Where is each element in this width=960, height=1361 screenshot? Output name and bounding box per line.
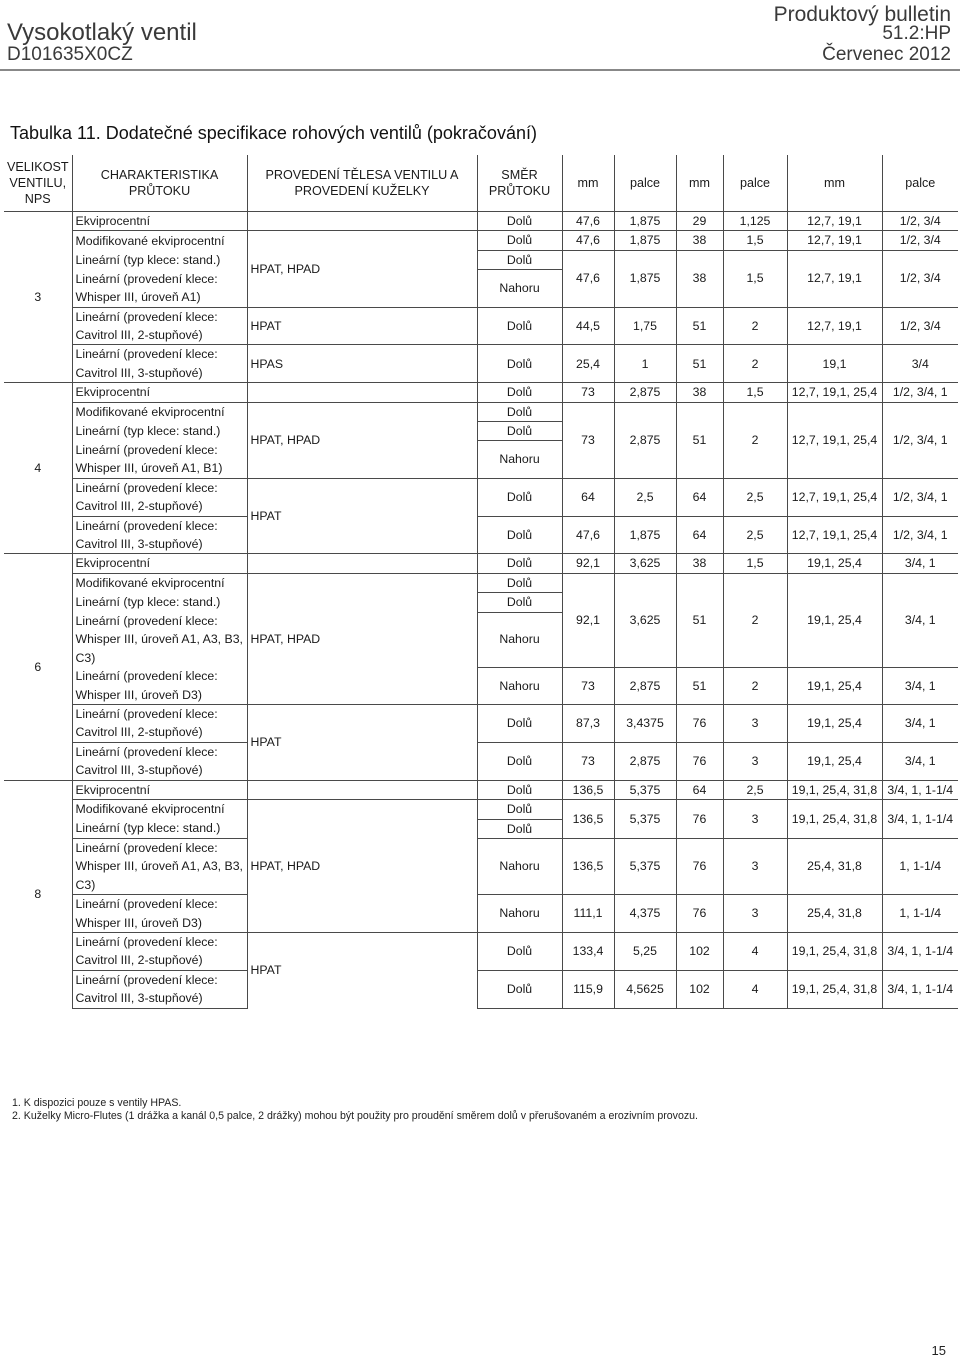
table-title: Tabulka 11. Dodatečné specifikace rohových ventilů (pokračování) — [10, 123, 537, 143]
flow-direction-cell: Dolů — [477, 800, 562, 819]
value-cell: 1,875 — [614, 212, 676, 231]
value-cell: 3 — [723, 742, 787, 780]
value-cell: 76 — [676, 800, 723, 839]
flow-direction-cell: Dolů — [477, 573, 562, 592]
flow-direction-cell: Dolů — [477, 231, 562, 250]
flow-characteristic-cell: Lineární (typ klece: stand.) — [72, 421, 247, 440]
value-cell: 64 — [676, 516, 723, 554]
flow-direction-cell: Nahoru — [477, 612, 562, 667]
value-cell: 51 — [676, 307, 723, 345]
flow-characteristic-cell: Lineární (provedení klece: Whisper III, úroveň A1, A3, B3, C3) — [72, 612, 247, 667]
value-cell: 4,375 — [614, 895, 676, 933]
flow-direction-cell: Nahoru — [477, 270, 562, 307]
footnote: 2. Kuželky Micro-Flutes (1 drážka a kanál 0,5 palce, 2 drážky) mohou být použity pro proudění směrem dolů v přerušovaném a erozivním provozu. — [12, 1110, 698, 1122]
table-row — [4, 231, 958, 250]
value-cell: 1, 1-1/4 — [882, 895, 958, 933]
body-trim-cell: HPAT — [247, 705, 477, 781]
value-cell: 2,5 — [723, 478, 787, 516]
value-cell: 3 — [723, 800, 787, 839]
value-cell: 5,375 — [614, 780, 676, 799]
flow-direction-cell: Dolů — [477, 212, 562, 231]
value-cell: 19,1, 25,4 — [787, 554, 882, 573]
flow-characteristic-cell: Lineární (provedení klece: Cavitrol III, 2-stupňové) — [72, 705, 247, 743]
body-trim-cell: HPAT, HPAD — [247, 402, 477, 478]
table-row — [4, 970, 958, 1008]
body-trim-cell — [247, 383, 477, 402]
flow-characteristic-cell: Ekviprocentní — [72, 780, 247, 799]
value-cell: 2 — [723, 402, 787, 478]
table-row — [4, 345, 958, 383]
document-title: Vysokotlaký ventil — [7, 19, 197, 46]
value-cell: 3,625 — [614, 554, 676, 573]
value-cell: 5,25 — [614, 932, 676, 970]
flow-characteristic-cell: Lineární (provedení klece: Whisper III, úroveň A1, A3, B3, C3) — [72, 838, 247, 894]
value-cell: 1/2, 3/4 — [882, 307, 958, 345]
value-cell: 12,7, 19,1, 25,4 — [787, 383, 882, 402]
value-cell: 133,4 — [562, 932, 614, 970]
table-row — [4, 250, 958, 269]
value-cell: 38 — [676, 554, 723, 573]
body-trim-cell: HPAT — [247, 307, 477, 345]
flow-characteristic-cell: Lineární (provedení klece: Cavitrol III, 3-stupňové) — [72, 742, 247, 780]
valve-size-cell: 3 — [4, 212, 72, 383]
body-trim-cell: HPAT, HPAD — [247, 800, 477, 933]
flow-characteristic-cell: Lineární (typ klece: stand.) — [72, 819, 247, 838]
flow-direction-cell: Dolů — [477, 593, 562, 612]
value-cell: 47,6 — [562, 250, 614, 307]
flow-characteristic-cell: Lineární (provedení klece: Cavitrol III, 3-stupňové) — [72, 516, 247, 554]
value-cell: 4 — [723, 932, 787, 970]
flow-characteristic-cell: Modifikované ekviprocentní — [72, 402, 247, 421]
value-cell: 2 — [723, 573, 787, 667]
value-cell: 73 — [562, 742, 614, 780]
value-cell: 64 — [676, 478, 723, 516]
value-cell: 4 — [723, 970, 787, 1008]
value-cell: 44,5 — [562, 307, 614, 345]
col-header-flow-direction: SMĚR PRŮTOKU — [477, 155, 562, 212]
table-row — [4, 573, 958, 592]
body-trim-cell — [247, 212, 477, 231]
value-cell: 38 — [676, 383, 723, 402]
table-row — [4, 800, 958, 819]
value-cell: 136,5 — [562, 800, 614, 839]
value-cell: 51 — [676, 345, 723, 383]
value-cell: 1,875 — [614, 516, 676, 554]
table-row — [4, 932, 958, 970]
value-cell: 5,375 — [614, 800, 676, 839]
value-cell: 19,1, 25,4 — [787, 742, 882, 780]
table-row — [4, 383, 958, 402]
value-cell: 12,7, 19,1 — [787, 231, 882, 250]
table-row — [4, 516, 958, 554]
flow-characteristic-cell: Lineární (typ klece: stand.) — [72, 593, 247, 612]
value-cell: 19,1, 25,4, 31,8 — [787, 800, 882, 839]
flow-direction-cell: Dolů — [477, 402, 562, 421]
value-cell: 25,4 — [562, 345, 614, 383]
value-cell: 64 — [562, 478, 614, 516]
value-cell: 1/2, 3/4, 1 — [882, 402, 958, 478]
value-cell: 29 — [676, 212, 723, 231]
value-cell: 38 — [676, 231, 723, 250]
value-cell: 47,6 — [562, 231, 614, 250]
value-cell: 76 — [676, 705, 723, 743]
value-cell: 3/4, 1 — [882, 667, 958, 704]
value-cell: 2 — [723, 667, 787, 704]
table-row — [4, 667, 958, 704]
value-cell: 2,5 — [723, 516, 787, 554]
flow-direction-cell: Dolů — [477, 478, 562, 516]
value-cell: 4,5625 — [614, 970, 676, 1008]
table-row — [4, 478, 958, 516]
value-cell: 25,4, 31,8 — [787, 895, 882, 933]
body-trim-cell — [247, 554, 477, 573]
flow-direction-cell: Dolů — [477, 554, 562, 573]
value-cell: 111,1 — [562, 895, 614, 933]
value-cell: 1,75 — [614, 307, 676, 345]
value-cell: 3/4 — [882, 345, 958, 383]
value-cell: 38 — [676, 250, 723, 307]
body-trim-cell: HPAT, HPAD — [247, 573, 477, 704]
value-cell: 2,875 — [614, 402, 676, 478]
value-cell: 73 — [562, 383, 614, 402]
flow-characteristic-cell: Lineární (provedení klece: Cavitrol III, 3-stupňové) — [72, 345, 247, 383]
value-cell: 3/4, 1 — [882, 705, 958, 743]
value-cell: 2,875 — [614, 742, 676, 780]
value-cell: 3,625 — [614, 573, 676, 667]
value-cell: 19,1, 25,4, 31,8 — [787, 932, 882, 970]
value-cell: 12,7, 19,1 — [787, 212, 882, 231]
value-cell: 47,6 — [562, 516, 614, 554]
value-cell: 1,5 — [723, 554, 787, 573]
value-cell: 2,875 — [614, 383, 676, 402]
value-cell: 73 — [562, 402, 614, 478]
value-cell: 136,5 — [562, 780, 614, 799]
col-header-mm-2: mm — [676, 155, 723, 212]
flow-direction-cell: Nahoru — [477, 895, 562, 933]
page-number: 15 — [931, 1343, 946, 1358]
flow-direction-cell: Dolů — [477, 516, 562, 554]
bulletin-date: Červenec 2012 — [822, 44, 951, 65]
value-cell: 1/2, 3/4, 1 — [882, 478, 958, 516]
flow-characteristic-cell: Lineární (provedení klece: Whisper III, úroveň A1, B1) — [72, 441, 247, 478]
value-cell: 3 — [723, 838, 787, 894]
table-row — [4, 212, 958, 231]
value-cell: 76 — [676, 895, 723, 933]
flow-direction-cell: Dolů — [477, 250, 562, 269]
table-row — [4, 742, 958, 780]
flow-direction-cell: Dolů — [477, 383, 562, 402]
value-cell: 1/2, 3/4, 1 — [882, 516, 958, 554]
value-cell: 92,1 — [562, 554, 614, 573]
table-row — [4, 307, 958, 345]
value-cell: 102 — [676, 970, 723, 1008]
flow-direction-cell: Dolů — [477, 421, 562, 440]
value-cell: 1,875 — [614, 231, 676, 250]
value-cell: 19,1, 25,4, 31,8 — [787, 970, 882, 1008]
value-cell: 47,6 — [562, 212, 614, 231]
value-cell: 12,7, 19,1, 25,4 — [787, 478, 882, 516]
flow-direction-cell: Dolů — [477, 932, 562, 970]
flow-direction-cell: Nahoru — [477, 667, 562, 704]
value-cell: 19,1, 25,4, 31,8 — [787, 780, 882, 799]
value-cell: 3/4, 1, 1-1/4 — [882, 970, 958, 1008]
value-cell: 3 — [723, 705, 787, 743]
value-cell: 3/4, 1 — [882, 554, 958, 573]
value-cell: 19,1, 25,4 — [787, 573, 882, 667]
value-cell: 1,5 — [723, 383, 787, 402]
value-cell: 76 — [676, 838, 723, 894]
value-cell: 136,5 — [562, 838, 614, 894]
bulletin-label: Produktový bulletin — [773, 3, 951, 26]
value-cell: 2,875 — [614, 667, 676, 704]
flow-direction-cell: Nahoru — [477, 441, 562, 478]
flow-direction-cell: Dolů — [477, 742, 562, 780]
flow-characteristic-cell: Lineární (provedení klece: Cavitrol III, 2-stupňové) — [72, 307, 247, 345]
body-trim-cell: HPAT — [247, 478, 477, 554]
flow-direction-cell: Nahoru — [477, 838, 562, 894]
value-cell: 3/4, 1 — [882, 573, 958, 667]
flow-characteristic-cell: Ekviprocentní — [72, 383, 247, 402]
value-cell: 1,125 — [723, 212, 787, 231]
valve-size-cell: 8 — [4, 780, 72, 1008]
value-cell: 92,1 — [562, 573, 614, 667]
flow-characteristic-cell: Lineární (provedení klece: Cavitrol III, 2-stupňové) — [72, 478, 247, 516]
flow-characteristic-cell: Lineární (provedení klece: Whisper III, úroveň D3) — [72, 667, 247, 704]
value-cell: 3/4, 1, 1-1/4 — [882, 932, 958, 970]
value-cell: 1/2, 3/4 — [882, 212, 958, 231]
flow-characteristic-cell: Lineární (provedení klece: Cavitrol III, 3-stupňové) — [72, 970, 247, 1008]
value-cell: 12,7, 19,1 — [787, 250, 882, 307]
value-cell: 3,4375 — [614, 705, 676, 743]
flow-direction-cell: Dolů — [477, 970, 562, 1008]
col-header-inch-1: palce — [614, 155, 676, 212]
footnotes — [12, 1097, 698, 1123]
value-cell: 1,875 — [614, 250, 676, 307]
value-cell: 3/4, 1 — [882, 742, 958, 780]
value-cell: 1,5 — [723, 231, 787, 250]
flow-characteristic-cell: Lineární (provedení klece: Whisper III, úroveň D3) — [72, 895, 247, 933]
value-cell: 1/2, 3/4, 1 — [882, 383, 958, 402]
value-cell: 2 — [723, 345, 787, 383]
value-cell: 3/4, 1, 1-1/4 — [882, 800, 958, 839]
flow-direction-cell: Dolů — [477, 705, 562, 743]
col-header-characteristic: CHARAKTERISTIKA PRŮTOKU — [72, 155, 247, 212]
table-row — [4, 402, 958, 421]
value-cell: 2,5 — [723, 780, 787, 799]
value-cell: 76 — [676, 742, 723, 780]
table-row — [4, 780, 958, 799]
table-row — [4, 705, 958, 743]
flow-characteristic-cell: Lineární (typ klece: stand.) — [72, 250, 247, 269]
value-cell: 1,5 — [723, 250, 787, 307]
table-header-row — [4, 155, 958, 212]
valve-size-cell: 6 — [4, 554, 72, 780]
value-cell: 3/4, 1, 1-1/4 — [882, 780, 958, 799]
value-cell: 3 — [723, 895, 787, 933]
bulletin-number: 51.2:HP — [882, 23, 951, 44]
value-cell: 2,5 — [614, 478, 676, 516]
value-cell: 73 — [562, 667, 614, 704]
flow-direction-cell: Dolů — [477, 345, 562, 383]
footnote: 1. K dispozici pouze s ventily HPAS. — [12, 1097, 182, 1109]
value-cell: 64 — [676, 780, 723, 799]
value-cell: 1 — [614, 345, 676, 383]
value-cell: 51 — [676, 573, 723, 667]
body-trim-cell: HPAS — [247, 345, 477, 383]
value-cell: 87,3 — [562, 705, 614, 743]
table-row — [4, 895, 958, 933]
flow-direction-cell: Dolů — [477, 780, 562, 799]
table-row — [4, 838, 958, 894]
body-trim-cell: HPAT — [247, 932, 477, 1008]
flow-characteristic-cell: Modifikované ekviprocentní — [72, 573, 247, 592]
valve-size-cell: 4 — [4, 383, 72, 554]
value-cell: 51 — [676, 402, 723, 478]
value-cell: 1/2, 3/4 — [882, 231, 958, 250]
table-row — [4, 554, 958, 573]
col-header-body-trim: PROVEDENÍ TĚLESA VENTILU A PROVEDENÍ KUŽELKY — [247, 155, 477, 212]
col-header-mm-3: mm — [787, 155, 882, 212]
flow-characteristic-cell: Ekviprocentní — [72, 554, 247, 573]
flow-characteristic-cell: Ekviprocentní — [72, 212, 247, 231]
header-divider — [0, 69, 960, 71]
value-cell: 25,4, 31,8 — [787, 838, 882, 894]
value-cell: 1, 1-1/4 — [882, 838, 958, 894]
value-cell: 12,7, 19,1 — [787, 307, 882, 345]
value-cell: 19,1, 25,4 — [787, 705, 882, 743]
spec-table — [4, 155, 958, 1009]
value-cell: 115,9 — [562, 970, 614, 1008]
value-cell: 19,1 — [787, 345, 882, 383]
flow-characteristic-cell: Lineární (provedení klece: Whisper III, úroveň A1) — [72, 270, 247, 307]
col-header-inch-2: palce — [723, 155, 787, 212]
body-trim-cell: HPAT, HPAD — [247, 231, 477, 307]
value-cell: 12,7, 19,1, 25,4 — [787, 516, 882, 554]
flow-characteristic-cell: Lineární (provedení klece: Cavitrol III, 2-stupňové) — [72, 932, 247, 970]
col-header-mm-1: mm — [562, 155, 614, 212]
value-cell: 5,375 — [614, 838, 676, 894]
value-cell: 51 — [676, 667, 723, 704]
flow-characteristic-cell: Modifikované ekviprocentní — [72, 800, 247, 819]
value-cell: 102 — [676, 932, 723, 970]
value-cell: 2 — [723, 307, 787, 345]
value-cell: 1/2, 3/4 — [882, 250, 958, 307]
value-cell: 12,7, 19,1, 25,4 — [787, 402, 882, 478]
col-header-size: VELIKOST VENTILU, NPS — [4, 155, 72, 212]
value-cell: 19,1, 25,4 — [787, 667, 882, 704]
flow-direction-cell: Dolů — [477, 819, 562, 838]
col-header-inch-3: palce — [882, 155, 958, 212]
document-code: D101635X0CZ — [7, 44, 133, 65]
body-trim-cell — [247, 780, 477, 799]
flow-characteristic-cell: Modifikované ekviprocentní — [72, 231, 247, 250]
flow-direction-cell: Dolů — [477, 307, 562, 345]
